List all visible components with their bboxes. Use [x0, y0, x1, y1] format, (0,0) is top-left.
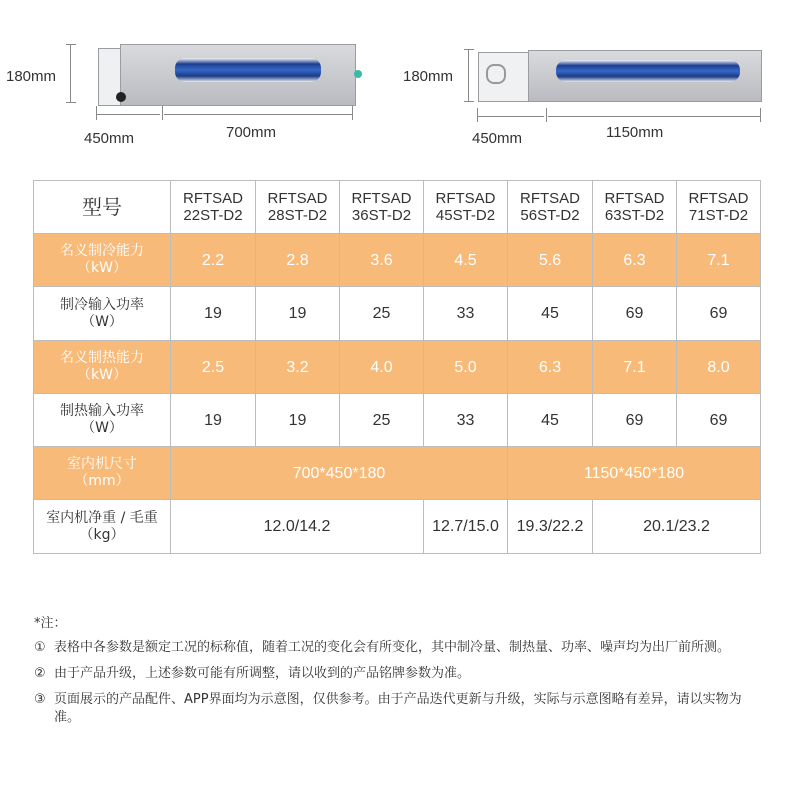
cooling-capacity-row — [34, 234, 761, 287]
value-cell: 7.1 — [593, 341, 677, 394]
row-label: 名义制热能力 （kW） — [34, 341, 171, 394]
left-unit-air-outlet — [175, 58, 321, 82]
value-cell: 12.7/15.0 — [424, 500, 508, 554]
right-unit-air-outlet — [556, 60, 740, 82]
model-cell: RFTSAD 56ST-D2 — [508, 181, 593, 234]
size-row — [34, 447, 761, 500]
value-cell: 19 — [171, 394, 256, 447]
value-cell: 3.2 — [256, 341, 340, 394]
heating-capacity-row — [34, 341, 761, 394]
value-cell: 5.6 — [508, 234, 593, 287]
row-label: 室内机尺寸 （mm） — [34, 447, 171, 500]
model-cell: RFTSAD 45ST-D2 — [424, 181, 508, 234]
value-cell: 8.0 — [677, 341, 761, 394]
value-cell: 700*450*180 — [171, 447, 508, 500]
value-cell: 4.5 — [424, 234, 508, 287]
notes-section — [34, 612, 764, 727]
value-cell: 33 — [424, 394, 508, 447]
cooling-power-row — [34, 287, 761, 341]
value-cell: 6.3 — [593, 234, 677, 287]
value-cell: 45 — [508, 394, 593, 447]
note-text: 页面展示的产品配件、APP界面均为示意图，仅供参考。由于产品迭代更新与升级，实际与示意图略有差异，请以实物为准。 — [54, 692, 742, 725]
value-cell: 3.6 — [340, 234, 424, 287]
value-cell: 2.5 — [171, 341, 256, 394]
notes-title: *注： — [34, 616, 67, 631]
value-cell: 19 — [171, 287, 256, 341]
value-cell: 1150*450*180 — [508, 447, 761, 500]
value-cell: 69 — [677, 287, 761, 341]
left-unit-drain-port — [354, 70, 362, 78]
left-height-label: 180mm — [6, 68, 57, 85]
note-text: 表格中各参数是额定工况的标称值，随着工况的变化会有所变化，其中制冷量、制热量、功率、噪声均为出厂前所测。 — [54, 640, 731, 655]
right-unit-fan-icon — [486, 64, 506, 84]
value-cell: 2.2 — [171, 234, 256, 287]
row-label: 制热输入功率 （W） — [34, 394, 171, 447]
value-cell: 4.0 — [340, 341, 424, 394]
note-marker: ③ — [34, 692, 46, 707]
value-cell: 7.1 — [677, 234, 761, 287]
value-cell: 2.8 — [256, 234, 340, 287]
heating-power-row — [34, 394, 761, 447]
value-cell: 6.3 — [508, 341, 593, 394]
value-cell: 69 — [677, 394, 761, 447]
left-unit-pipe-port — [116, 92, 126, 102]
right-height-label: 180mm — [403, 68, 454, 85]
note-marker: ① — [34, 640, 46, 655]
spec-table — [33, 180, 761, 554]
note-text: 由于产品升级，上述参数可能有所调整，请以收到的产品铭牌参数为准。 — [54, 666, 471, 681]
right-width-label: 1150mm — [606, 124, 664, 141]
value-cell: 69 — [593, 394, 677, 447]
row-label: 室内机净重 / 毛重 （kg） — [34, 500, 171, 554]
model-cell: RFTSAD 36ST-D2 — [340, 181, 424, 234]
value-cell: 25 — [340, 394, 424, 447]
model-cell: RFTSAD 71ST-D2 — [677, 181, 761, 234]
left-width-label: 700mm — [226, 124, 277, 141]
value-cell: 19 — [256, 394, 340, 447]
note-item — [34, 639, 764, 657]
row-label: 制冷输入功率 （W） — [34, 287, 171, 341]
note-marker: ② — [34, 666, 46, 681]
note-item — [34, 691, 764, 727]
value-cell: 5.0 — [424, 341, 508, 394]
row-label: 名义制冷能力 （kW） — [34, 234, 171, 287]
model-cell: RFTSAD 63ST-D2 — [593, 181, 677, 234]
value-cell: 25 — [340, 287, 424, 341]
value-cell: 19.3/22.2 — [508, 500, 593, 554]
value-cell: 45 — [508, 287, 593, 341]
weight-row — [34, 500, 761, 554]
left-depth-label: 450mm — [84, 130, 135, 147]
value-cell: 20.1/23.2 — [593, 500, 761, 554]
model-cell: RFTSAD 28ST-D2 — [256, 181, 340, 234]
note-item — [34, 665, 764, 683]
value-cell: 69 — [593, 287, 677, 341]
right-depth-label: 450mm — [472, 130, 523, 147]
model-cell: RFTSAD 22ST-D2 — [171, 181, 256, 234]
value-cell: 12.0/14.2 — [171, 500, 424, 554]
model-header: 型号 — [34, 181, 171, 234]
model-row — [34, 181, 761, 234]
value-cell: 33 — [424, 287, 508, 341]
value-cell: 19 — [256, 287, 340, 341]
